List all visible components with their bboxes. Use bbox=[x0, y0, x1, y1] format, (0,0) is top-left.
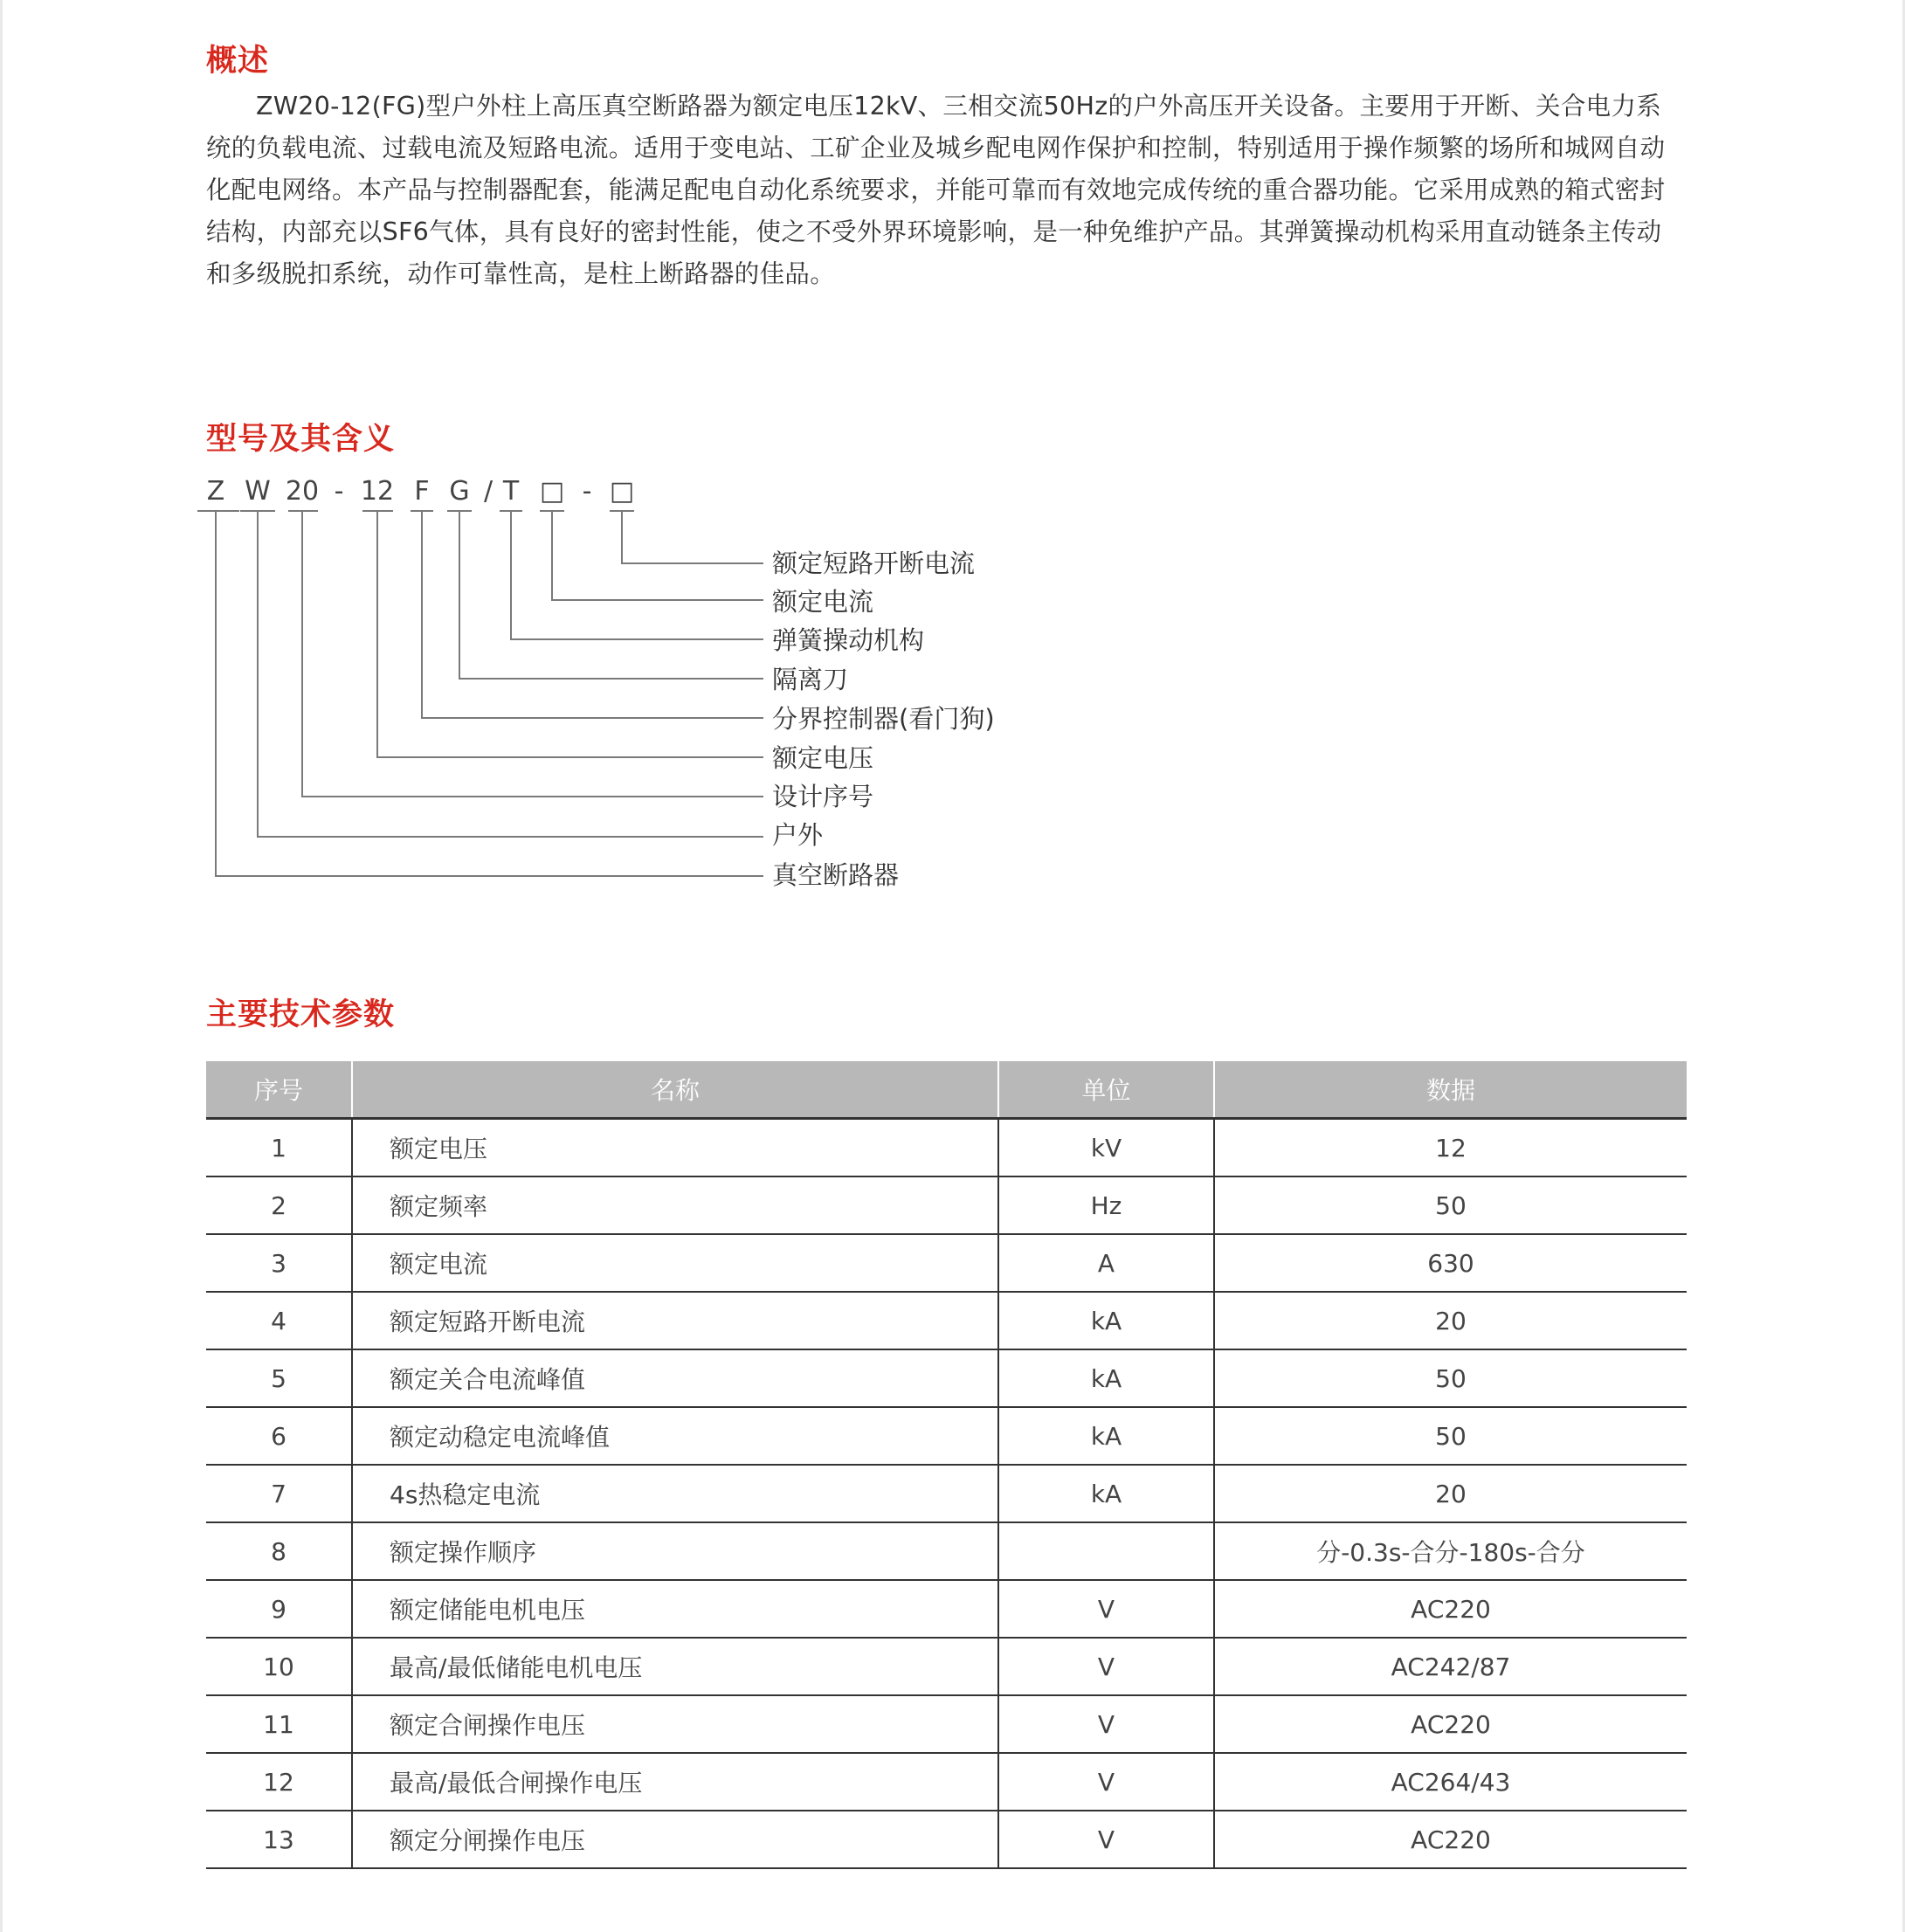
cell-unit: A bbox=[998, 1234, 1214, 1292]
meaning-rated-voltage: 额定电压 bbox=[772, 743, 874, 773]
cell-name: 额定分闸操作电压 bbox=[352, 1811, 998, 1868]
cell-value: AC220 bbox=[1214, 1695, 1687, 1753]
connector-vacuum-breaker bbox=[216, 511, 763, 876]
connector-design-serial bbox=[302, 511, 763, 797]
cell-value: 50 bbox=[1214, 1349, 1687, 1407]
connector-rated-breaking-current bbox=[622, 511, 763, 563]
cell-serial: 11 bbox=[206, 1695, 352, 1753]
cell-serial: 9 bbox=[206, 1580, 352, 1638]
cell-name: 额定合闸操作电压 bbox=[352, 1695, 998, 1753]
table-row bbox=[206, 1234, 1687, 1292]
cell-value: 50 bbox=[1214, 1176, 1687, 1234]
header-name: 名称 bbox=[352, 1061, 998, 1119]
meaning-spring-mechanism: 弹簧操动机构 bbox=[772, 625, 925, 655]
cell-serial: 7 bbox=[206, 1465, 352, 1522]
meaning-boundary-controller: 分界控制器(看门狗) bbox=[772, 704, 995, 734]
model-heading: 型号及其含义 bbox=[206, 422, 396, 457]
table-row bbox=[206, 1176, 1687, 1234]
meaning-rated-current: 额定电流 bbox=[772, 587, 874, 617]
cell-value: 分-0.3s-合分-180s-合分 bbox=[1214, 1522, 1687, 1580]
cell-value: 630 bbox=[1214, 1234, 1687, 1292]
cell-name: 4s热稳定电流 bbox=[352, 1465, 998, 1522]
code-part-t: T bbox=[502, 476, 520, 507]
cell-unit: kA bbox=[998, 1349, 1214, 1407]
model-connector-lines bbox=[0, 0, 1905, 961]
cell-unit: Hz bbox=[998, 1176, 1214, 1234]
cell-value: AC264/43 bbox=[1214, 1753, 1687, 1811]
code-part-f: F bbox=[414, 476, 430, 507]
code-part-dash-2: - bbox=[582, 476, 592, 507]
cell-serial: 5 bbox=[206, 1349, 352, 1407]
code-part-dash-1: - bbox=[334, 476, 344, 507]
cell-unit: V bbox=[998, 1580, 1214, 1638]
table-row bbox=[206, 1465, 1687, 1522]
cell-serial: 8 bbox=[206, 1522, 352, 1580]
code-part-current-box: □ bbox=[539, 476, 565, 507]
cell-serial: 10 bbox=[206, 1638, 352, 1695]
table-row bbox=[206, 1811, 1687, 1868]
cell-name: 额定频率 bbox=[352, 1176, 998, 1234]
code-part-g: G bbox=[449, 476, 470, 507]
cell-name: 额定关合电流峰值 bbox=[352, 1349, 998, 1407]
meaning-vacuum-breaker: 真空断路器 bbox=[772, 860, 900, 890]
cell-unit: V bbox=[998, 1695, 1214, 1753]
table-row bbox=[206, 1119, 1687, 1177]
cell-unit: V bbox=[998, 1753, 1214, 1811]
overview-paragraph: ZW20-12(FG)型户外柱上高压真空断路器为额定电压12kV、三相交流50Hz的户外高压开关设备。主要用于开断、关合电力系统的负载电流、过载电流及短路电流。适用于变电站、工矿企业及城乡配电网作保护和控制，特别适用于操作频繁的场所和城网自动化配电网络。本产品与控制器配套，能满足配电自动化系统要求，并能可靠而有效地完成传统的重合器功能。它采用成熟的箱式密封结构，内部充以SF6气体，具有良好的密封性能，使之不受外界环境影响，是一种免维护产品。其弹簧操动机构采用直动链条主传动和多级脱扣系统，动作可靠性高，是柱上断路器的佳品。 bbox=[206, 92, 1666, 288]
connector-rated-voltage bbox=[377, 511, 763, 757]
connector-rated-current bbox=[552, 511, 763, 600]
header-serial: 序号 bbox=[206, 1061, 352, 1119]
cell-value: 12 bbox=[1214, 1119, 1687, 1177]
connector-boundary-controller bbox=[422, 511, 763, 718]
meaning-outdoor: 户外 bbox=[772, 820, 824, 850]
code-part-20: 20 bbox=[285, 476, 320, 507]
cell-serial: 6 bbox=[206, 1407, 352, 1465]
code-part-w: W bbox=[245, 476, 271, 507]
header-value: 数据 bbox=[1214, 1061, 1687, 1119]
meaning-design-serial: 设计序号 bbox=[772, 782, 874, 811]
table-row bbox=[206, 1407, 1687, 1465]
table-row bbox=[206, 1695, 1687, 1753]
table-row bbox=[206, 1292, 1687, 1349]
cell-name: 额定短路开断电流 bbox=[352, 1292, 998, 1349]
cell-name: 额定操作顺序 bbox=[352, 1522, 998, 1580]
table-row bbox=[206, 1522, 1687, 1580]
cell-value: AC220 bbox=[1214, 1580, 1687, 1638]
cell-name: 额定电流 bbox=[352, 1234, 998, 1292]
header-unit: 单位 bbox=[998, 1061, 1214, 1119]
cell-unit: V bbox=[998, 1811, 1214, 1868]
cell-serial: 13 bbox=[206, 1811, 352, 1868]
table-row bbox=[206, 1349, 1687, 1407]
params-heading: 主要技术参数 bbox=[206, 997, 396, 1032]
cell-unit: kA bbox=[998, 1292, 1214, 1349]
connector-isolating-knife bbox=[459, 511, 763, 679]
cell-name: 额定储能电机电压 bbox=[352, 1580, 998, 1638]
cell-value: 50 bbox=[1214, 1407, 1687, 1465]
code-part-z: Z bbox=[206, 476, 225, 507]
cell-value: AC220 bbox=[1214, 1811, 1687, 1868]
code-part-slash: / bbox=[483, 476, 494, 507]
cell-unit: kV bbox=[998, 1119, 1214, 1177]
cell-serial: 4 bbox=[206, 1292, 352, 1349]
table-row bbox=[206, 1580, 1687, 1638]
cell-name: 最高/最低合闸操作电压 bbox=[352, 1753, 998, 1811]
table-row bbox=[206, 1638, 1687, 1695]
cell-value: 20 bbox=[1214, 1465, 1687, 1522]
cell-value: 20 bbox=[1214, 1292, 1687, 1349]
cell-unit: V bbox=[998, 1638, 1214, 1695]
cell-serial: 2 bbox=[206, 1176, 352, 1234]
table-header-row bbox=[206, 1061, 1687, 1119]
connector-spring-mechanism bbox=[511, 511, 763, 639]
table-row bbox=[206, 1753, 1687, 1811]
cell-name: 最高/最低储能电机电压 bbox=[352, 1638, 998, 1695]
overview-heading: 概述 bbox=[206, 44, 270, 79]
meaning-isolating-knife: 隔离刀 bbox=[772, 665, 849, 694]
cell-serial: 1 bbox=[206, 1119, 352, 1177]
cell-value: AC242/87 bbox=[1214, 1638, 1687, 1695]
cell-unit: kA bbox=[998, 1465, 1214, 1522]
cell-unit: kA bbox=[998, 1407, 1214, 1465]
cell-name: 额定电压 bbox=[352, 1119, 998, 1177]
cell-name: 额定动稳定电流峰值 bbox=[352, 1407, 998, 1465]
code-part-breaking-box: □ bbox=[609, 476, 635, 507]
code-part-12: 12 bbox=[360, 476, 395, 507]
meaning-rated-breaking-current: 额定短路开断电流 bbox=[772, 549, 976, 578]
cell-unit bbox=[998, 1522, 1214, 1580]
params-table bbox=[206, 1061, 1687, 1869]
cell-serial: 3 bbox=[206, 1234, 352, 1292]
cell-serial: 12 bbox=[206, 1753, 352, 1811]
